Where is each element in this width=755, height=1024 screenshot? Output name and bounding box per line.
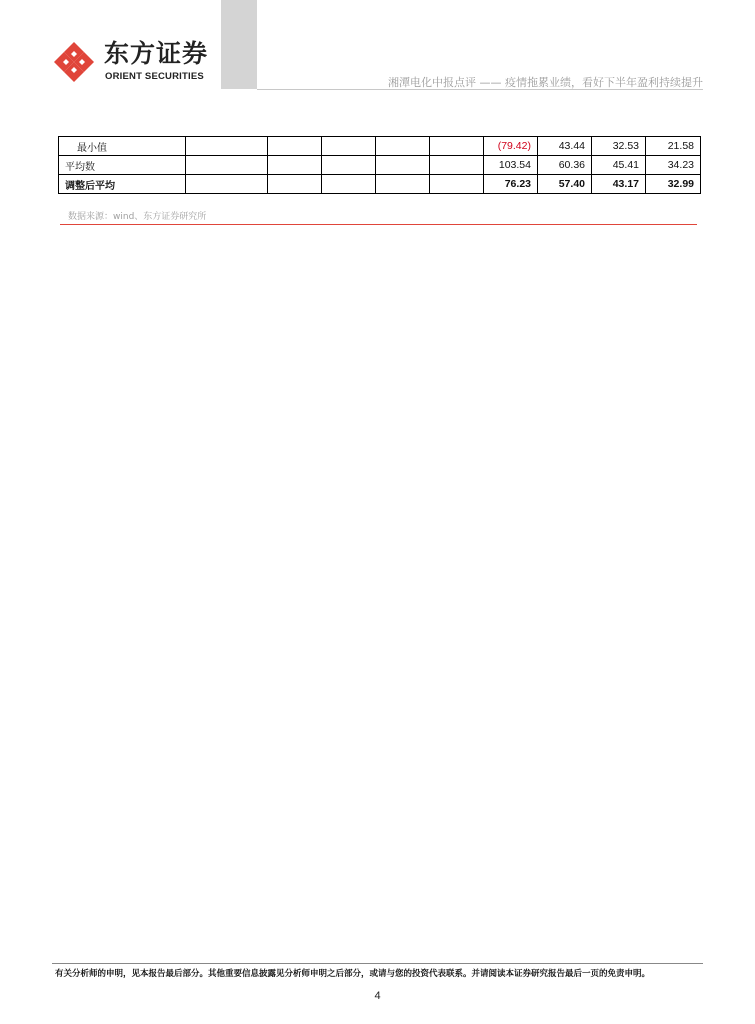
table-cell <box>430 156 484 175</box>
table-cell: 60.36 <box>538 156 592 175</box>
report-title: 湘潭电化中报点评 —— 疫情拖累业绩，看好下半年盈利持续提升 <box>388 76 703 89</box>
table-cell <box>376 156 430 175</box>
table-cell: 103.54 <box>484 156 538 175</box>
table-cell <box>376 175 430 194</box>
page-number: 4 <box>374 990 381 1002</box>
table-cell: 32.99 <box>646 175 701 194</box>
table-row <box>59 156 701 175</box>
table-cell <box>430 175 484 194</box>
table-cell: 45.41 <box>592 156 646 175</box>
table-cell: 43.17 <box>592 175 646 194</box>
table-cell <box>430 137 484 156</box>
table-cell <box>186 137 268 156</box>
row-label: 调整后平均 <box>59 175 186 194</box>
valuation-table <box>58 136 701 194</box>
footer-divider <box>52 963 703 964</box>
table-cell <box>186 156 268 175</box>
orient-securities-logo-icon <box>52 40 96 84</box>
section-divider-red <box>60 224 697 225</box>
table-cell <box>322 175 376 194</box>
data-source-note: 数据来源：wind、东方证券研究所 <box>68 212 207 222</box>
brand-name-cn: 东方证券 <box>104 39 209 68</box>
row-label: 平均数 <box>59 156 186 175</box>
table-cell <box>268 156 322 175</box>
table-cell <box>268 175 322 194</box>
table-cell <box>322 156 376 175</box>
header-divider <box>257 89 703 90</box>
table-row <box>59 137 701 156</box>
table-cell: 43.44 <box>538 137 592 156</box>
header-gray-band <box>221 0 257 89</box>
brand-name-en: ORIENT SECURITIES <box>105 71 204 82</box>
table-cell: 76.23 <box>484 175 538 194</box>
table-cell: 57.40 <box>538 175 592 194</box>
valuation-table-body <box>59 137 701 194</box>
table-cell: 34.23 <box>646 156 701 175</box>
table-cell: (79.42) <box>484 137 538 156</box>
table-row <box>59 175 701 194</box>
table-cell: 32.53 <box>592 137 646 156</box>
table-cell <box>376 137 430 156</box>
table-cell <box>322 137 376 156</box>
table-cell <box>268 137 322 156</box>
row-label: 最小值 <box>59 137 186 156</box>
table-cell <box>186 175 268 194</box>
analyst-disclaimer: 有关分析师的申明，见本报告最后部分。其他重要信息披露见分析师申明之后部分，或请与您的投资代表联系。并请阅读本证券研究报告最后一页的免责申明。 <box>55 969 651 979</box>
table-cell: 21.58 <box>646 137 701 156</box>
